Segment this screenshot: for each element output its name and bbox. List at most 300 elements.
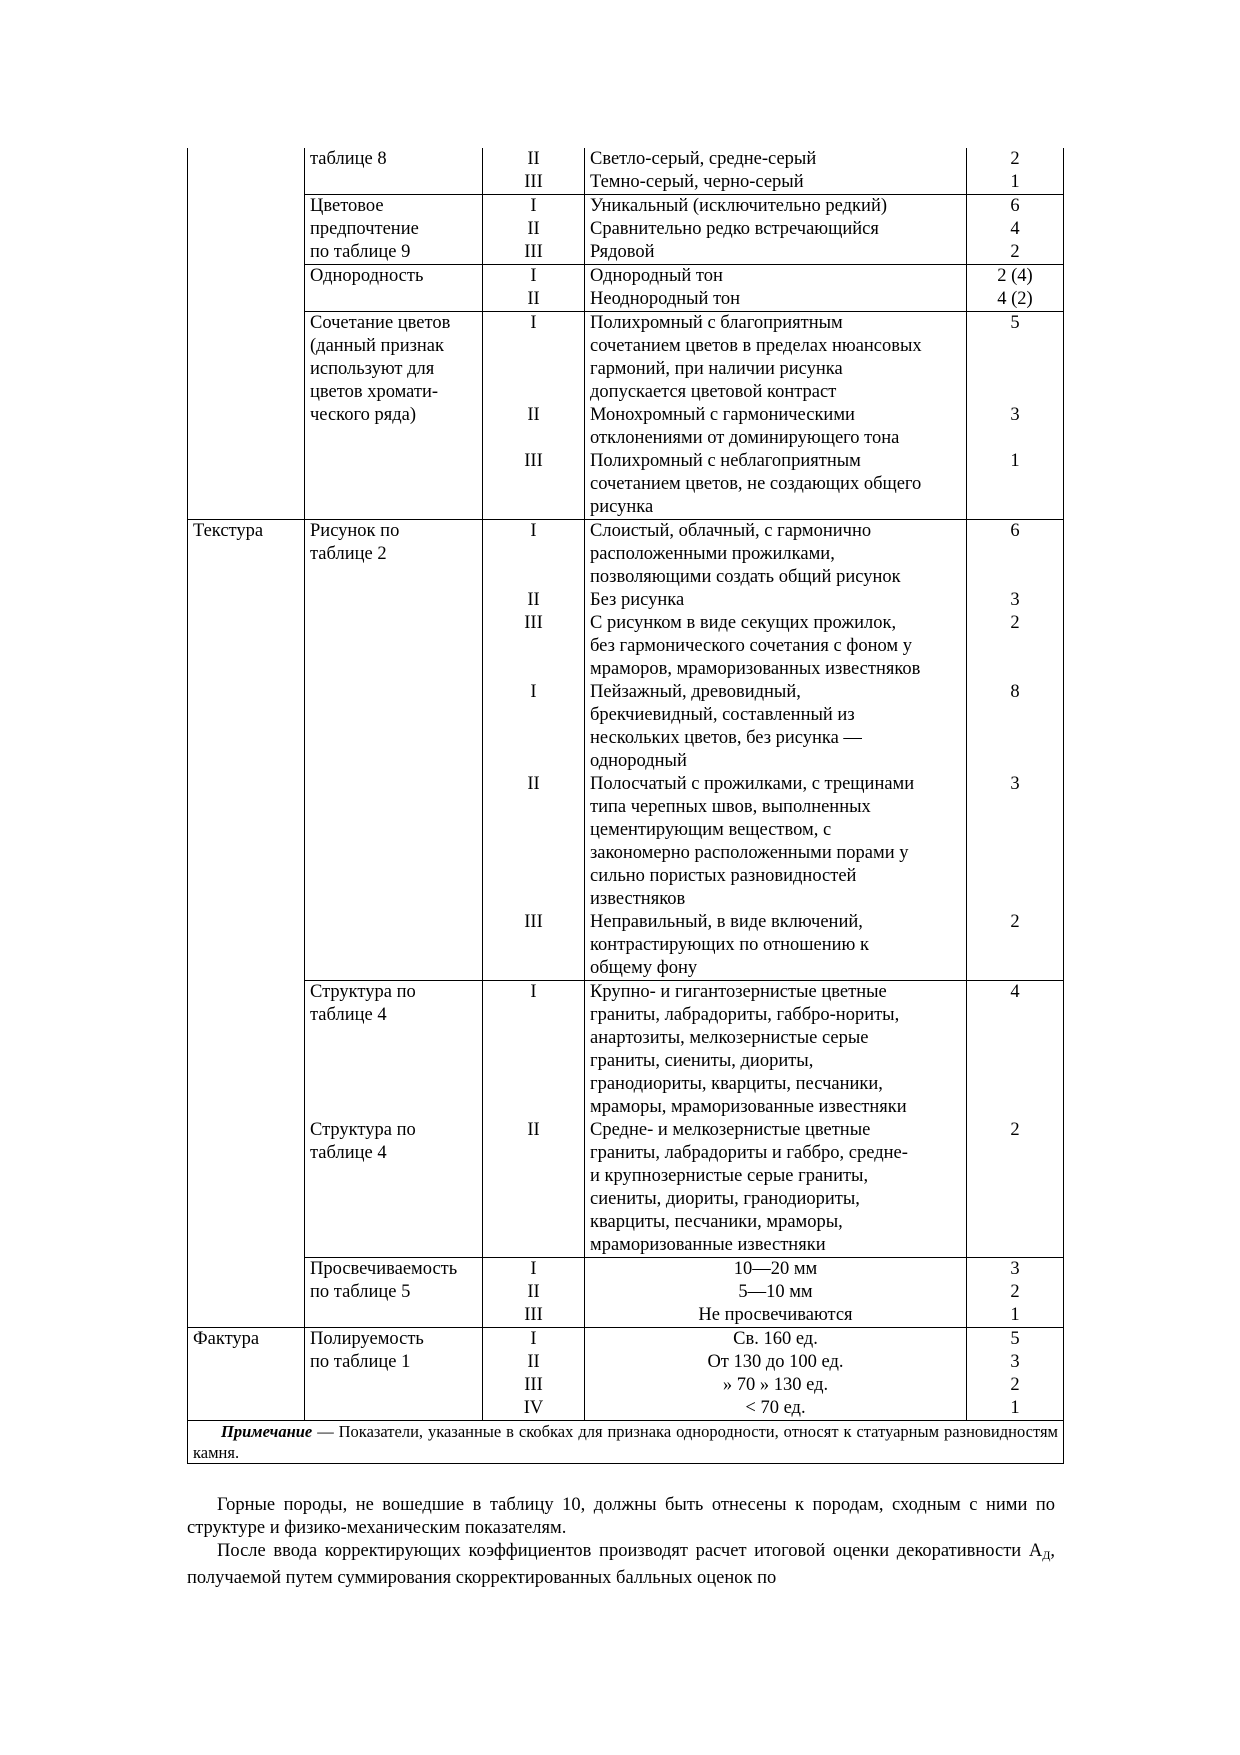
group-cell [188, 1397, 305, 1421]
property-cell [305, 796, 483, 819]
group-cell [188, 796, 305, 819]
group-cell [188, 727, 305, 750]
class-cell: I [483, 195, 585, 219]
table-row [188, 404, 1064, 427]
group-cell [188, 911, 305, 934]
property-cell [305, 1374, 483, 1397]
points-cell: 5 [967, 1328, 1064, 1352]
property-cell: Рисунок по [305, 520, 483, 544]
table-row [188, 450, 1064, 473]
property-cell: Структура по [305, 1119, 483, 1142]
group-cell [188, 1096, 305, 1119]
points-cell [967, 1234, 1064, 1258]
table-row [188, 1073, 1064, 1096]
property-cell [305, 1397, 483, 1421]
class-cell [483, 1096, 585, 1119]
table-row [188, 842, 1064, 865]
description-cell: 10—20 мм [585, 1258, 967, 1282]
points-cell: 4 (2) [967, 288, 1064, 312]
class-cell: I [483, 1328, 585, 1352]
property-cell [305, 473, 483, 496]
group-cell [188, 358, 305, 381]
points-cell [967, 1050, 1064, 1073]
description-cell: сочетанием цветов в пределах нюансовых [585, 335, 967, 358]
description-cell: мраморов, мраморизованных известняков [585, 658, 967, 681]
class-cell [483, 1142, 585, 1165]
group-cell [188, 957, 305, 981]
table-row [188, 1211, 1064, 1234]
group-cell [188, 148, 305, 171]
group-cell [188, 427, 305, 450]
description-cell: однородный [585, 750, 967, 773]
description-cell: граниты, лабрадориты, габбро-нориты, [585, 1004, 967, 1027]
class-cell [483, 1234, 585, 1258]
group-cell [188, 773, 305, 796]
description-cell: Сравнительно редко встречающийся [585, 218, 967, 241]
description-cell: гармоний, при наличии рисунка [585, 358, 967, 381]
property-cell: Просвечиваемость [305, 1258, 483, 1282]
description-cell: сочетанием цветов, не создающих общего [585, 473, 967, 496]
description-cell: брекчиевидный, составленный из [585, 704, 967, 727]
class-cell [483, 1165, 585, 1188]
description-cell: Неоднородный тон [585, 288, 967, 312]
class-cell: I [483, 981, 585, 1005]
description-cell: Полихромный с благоприятным [585, 312, 967, 336]
points-cell [967, 1073, 1064, 1096]
points-cell [967, 473, 1064, 496]
property-cell [305, 842, 483, 865]
class-cell [483, 427, 585, 450]
class-cell [483, 704, 585, 727]
property-cell [305, 1073, 483, 1096]
points-cell [967, 1027, 1064, 1050]
points-cell: 3 [967, 589, 1064, 612]
description-cell: контрастирующих по отношению к [585, 934, 967, 957]
group-cell [188, 888, 305, 911]
class-cell [483, 842, 585, 865]
class-cell: II [483, 1281, 585, 1304]
description-cell: Рядовой [585, 241, 967, 265]
table-row [188, 1328, 1064, 1352]
property-cell [305, 727, 483, 750]
property-cell [305, 865, 483, 888]
group-cell [188, 635, 305, 658]
table-row [188, 773, 1064, 796]
property-cell: Цветовое [305, 195, 483, 219]
group-cell [188, 1027, 305, 1050]
group-cell [188, 288, 305, 312]
property-cell [305, 288, 483, 312]
points-cell: 2 [967, 1119, 1064, 1142]
points-cell [967, 658, 1064, 681]
points-cell: 2 [967, 1281, 1064, 1304]
group-cell [188, 658, 305, 681]
description-cell: нескольких цветов, без рисунка — [585, 727, 967, 750]
points-cell [967, 381, 1064, 404]
property-cell [305, 1304, 483, 1328]
points-cell: 1 [967, 171, 1064, 195]
class-cell: III [483, 1304, 585, 1328]
description-cell: Неправильный, в виде включений, [585, 911, 967, 934]
description-cell: граниты, сиениты, диориты, [585, 1050, 967, 1073]
class-cell: II [483, 589, 585, 612]
points-cell: 1 [967, 450, 1064, 473]
group-cell [188, 704, 305, 727]
table-row [188, 148, 1064, 171]
group-cell [188, 1165, 305, 1188]
points-cell [967, 1004, 1064, 1027]
table-row [188, 427, 1064, 450]
points-cell: 3 [967, 773, 1064, 796]
description-cell: < 70 ед. [585, 1397, 967, 1421]
group-cell [188, 171, 305, 195]
table-row [188, 934, 1064, 957]
description-cell: 5—10 мм [585, 1281, 967, 1304]
points-cell [967, 543, 1064, 566]
table-row [188, 473, 1064, 496]
table-row [188, 1374, 1064, 1397]
property-cell [305, 171, 483, 195]
table-row [188, 381, 1064, 404]
table-row [188, 520, 1064, 544]
points-cell [967, 358, 1064, 381]
points-cell [967, 1165, 1064, 1188]
class-cell: II [483, 404, 585, 427]
group-cell [188, 543, 305, 566]
description-cell: Полихромный с неблагоприятным [585, 450, 967, 473]
description-cell: рисунка [585, 496, 967, 520]
table-row [188, 819, 1064, 842]
class-cell [483, 819, 585, 842]
property-cell [305, 427, 483, 450]
class-cell: I [483, 520, 585, 544]
description-cell: и крупнозернистые серые граниты, [585, 1165, 967, 1188]
points-cell [967, 635, 1064, 658]
property-cell [305, 566, 483, 589]
group-cell [188, 450, 305, 473]
group-cell [188, 819, 305, 842]
points-cell [967, 1096, 1064, 1119]
description-cell: мраморизованные известняки [585, 1234, 967, 1258]
description-cell: » 70 » 130 ед. [585, 1374, 967, 1397]
class-cell [483, 635, 585, 658]
points-cell [967, 934, 1064, 957]
points-cell [967, 496, 1064, 520]
description-cell: Уникальный (исключительно редкий) [585, 195, 967, 219]
property-cell: таблице 2 [305, 543, 483, 566]
table-row [188, 1304, 1064, 1328]
points-cell [967, 727, 1064, 750]
group-cell [188, 1304, 305, 1328]
class-cell [483, 1004, 585, 1027]
points-cell [967, 427, 1064, 450]
points-cell: 1 [967, 1397, 1064, 1421]
class-cell [483, 496, 585, 520]
group-cell [188, 1004, 305, 1027]
class-cell: IV [483, 1397, 585, 1421]
table-row [188, 195, 1064, 219]
group-cell [188, 496, 305, 520]
property-cell [305, 658, 483, 681]
note-text: — Показатели, указанные в скобках для признака однородности, относят к статуарным разновидностям камня. [193, 1422, 1058, 1462]
group-cell: Фактура [188, 1328, 305, 1352]
property-cell [305, 1188, 483, 1211]
class-cell [483, 543, 585, 566]
group-cell [188, 1351, 305, 1374]
table-row [188, 1004, 1064, 1027]
description-cell: граниты, лабрадориты и габбро, средне- [585, 1142, 967, 1165]
group-cell [188, 1142, 305, 1165]
group-cell [188, 195, 305, 219]
group-cell [188, 934, 305, 957]
points-cell [967, 335, 1064, 358]
class-cell: III [483, 171, 585, 195]
group-cell [188, 1374, 305, 1397]
property-cell [305, 589, 483, 612]
points-cell: 2 [967, 911, 1064, 934]
table-row [188, 241, 1064, 265]
class-cell: II [483, 773, 585, 796]
property-cell: по таблице 9 [305, 241, 483, 265]
table-row [188, 171, 1064, 195]
points-cell: 1 [967, 1304, 1064, 1328]
points-cell: 2 [967, 241, 1064, 265]
property-cell: ческого ряда) [305, 404, 483, 427]
group-cell [188, 1234, 305, 1258]
table-row [188, 566, 1064, 589]
property-cell [305, 1165, 483, 1188]
group-cell [188, 1281, 305, 1304]
description-cell: цементирующим веществом, с [585, 819, 967, 842]
class-cell: III [483, 911, 585, 934]
table-row [188, 288, 1064, 312]
table-row [188, 1234, 1064, 1258]
class-cell [483, 934, 585, 957]
group-cell: Текстура [188, 520, 305, 544]
description-cell: позволяющими создать общий рисунок [585, 566, 967, 589]
subscript-d: Д [1042, 1548, 1051, 1562]
class-cell [483, 335, 585, 358]
table-row [188, 865, 1064, 888]
points-cell [967, 796, 1064, 819]
description-cell: От 130 до 100 ед. [585, 1351, 967, 1374]
class-cell [483, 865, 585, 888]
class-cell [483, 1050, 585, 1073]
points-cell [967, 865, 1064, 888]
points-cell: 2 [967, 612, 1064, 635]
note-row [188, 1421, 1064, 1464]
property-cell [305, 934, 483, 957]
table-row [188, 1351, 1064, 1374]
description-cell: мраморы, мраморизованные известняки [585, 1096, 967, 1119]
property-cell [305, 704, 483, 727]
table-note [188, 1421, 1064, 1464]
points-cell [967, 566, 1064, 589]
points-cell: 3 [967, 1258, 1064, 1282]
table-row [188, 1119, 1064, 1142]
description-cell: Однородный тон [585, 265, 967, 289]
property-cell [305, 819, 483, 842]
description-cell: известняков [585, 888, 967, 911]
note-label: Примечание [221, 1422, 313, 1441]
points-cell [967, 1211, 1064, 1234]
group-cell [188, 1258, 305, 1282]
table-row [188, 658, 1064, 681]
description-cell: кварциты, песчаники, мраморы, [585, 1211, 967, 1234]
points-cell: 2 [967, 1374, 1064, 1397]
table-row [188, 1397, 1064, 1421]
table-row [188, 750, 1064, 773]
group-cell [188, 566, 305, 589]
points-cell: 8 [967, 681, 1064, 704]
table-row [188, 911, 1064, 934]
table-row [188, 981, 1064, 1005]
class-cell: I [483, 265, 585, 289]
points-cell [967, 842, 1064, 865]
table-row [188, 335, 1064, 358]
property-cell: Полируемость [305, 1328, 483, 1352]
table-row [188, 704, 1064, 727]
property-cell: Структура по [305, 981, 483, 1005]
class-cell [483, 1211, 585, 1234]
description-cell: Средне- и мелкозернистые цветные [585, 1119, 967, 1142]
paragraph-text: После ввода корректирующих коэффициентов производят расчет итоговой оценки декоративности А [217, 1541, 1043, 1561]
group-cell [188, 312, 305, 336]
property-cell [305, 1050, 483, 1073]
group-cell [188, 842, 305, 865]
property-cell: Однородность [305, 265, 483, 289]
class-cell [483, 888, 585, 911]
description-cell: гранодиориты, кварциты, песчаники, [585, 1073, 967, 1096]
points-cell: 3 [967, 404, 1064, 427]
table-row [188, 727, 1064, 750]
description-cell: Темно-серый, черно-серый [585, 171, 967, 195]
property-cell [305, 496, 483, 520]
property-cell [305, 957, 483, 981]
table-row [188, 635, 1064, 658]
description-cell: общему фону [585, 957, 967, 981]
table-row [188, 218, 1064, 241]
table-row [188, 1027, 1064, 1050]
points-cell [967, 750, 1064, 773]
description-cell: С рисунком в виде секущих прожилок, [585, 612, 967, 635]
description-cell: без гармонического сочетания с фоном у [585, 635, 967, 658]
class-cell: III [483, 450, 585, 473]
description-cell: отклонениями от доминирующего тона [585, 427, 967, 450]
description-cell: Св. 160 ед. [585, 1328, 967, 1352]
group-cell [188, 404, 305, 427]
table-row [188, 312, 1064, 336]
description-cell: типа черепных швов, выполненных [585, 796, 967, 819]
group-cell [188, 589, 305, 612]
description-cell: Полосчатый с прожилками, с трещинами [585, 773, 967, 796]
group-cell [188, 241, 305, 265]
class-cell: III [483, 612, 585, 635]
points-cell: 2 (4) [967, 265, 1064, 289]
description-cell: Светло-серый, средне-серый [585, 148, 967, 171]
class-cell [483, 658, 585, 681]
group-cell [188, 1050, 305, 1073]
decorativeness-table [187, 148, 1064, 1464]
description-cell: закономерно расположенными порами у [585, 842, 967, 865]
class-cell [483, 750, 585, 773]
property-cell: таблице 8 [305, 148, 483, 171]
group-cell [188, 335, 305, 358]
table-row [188, 1096, 1064, 1119]
table-row [188, 1142, 1064, 1165]
property-cell: Сочетание цветов [305, 312, 483, 336]
table-row [188, 265, 1064, 289]
paragraph-final-score [187, 1540, 1055, 1589]
property-cell [305, 612, 483, 635]
class-cell: II [483, 1351, 585, 1374]
points-cell [967, 888, 1064, 911]
property-cell [305, 888, 483, 911]
description-cell: сиениты, диориты, гранодиориты, [585, 1188, 967, 1211]
property-cell: таблице 4 [305, 1142, 483, 1165]
table-row [188, 888, 1064, 911]
table-row [188, 1050, 1064, 1073]
group-cell [188, 681, 305, 704]
points-cell [967, 819, 1064, 842]
points-cell: 6 [967, 195, 1064, 219]
property-cell [305, 911, 483, 934]
description-cell: Слоистый, облачный, с гармонично [585, 520, 967, 544]
description-cell: сильно пористых разновидностей [585, 865, 967, 888]
property-cell [305, 450, 483, 473]
class-cell: I [483, 312, 585, 336]
points-cell [967, 1142, 1064, 1165]
property-cell [305, 1096, 483, 1119]
class-cell [483, 1073, 585, 1096]
points-cell: 2 [967, 148, 1064, 171]
points-cell [967, 704, 1064, 727]
group-cell [188, 865, 305, 888]
property-cell: цветов хромати- [305, 381, 483, 404]
table-row [188, 681, 1064, 704]
class-cell: III [483, 1374, 585, 1397]
class-cell: II [483, 218, 585, 241]
group-cell [188, 265, 305, 289]
group-cell [188, 1073, 305, 1096]
table-row [188, 1165, 1064, 1188]
class-cell [483, 727, 585, 750]
description-cell: Монохромный с гармоническими [585, 404, 967, 427]
paragraph-rocks-not-in-table: Горные породы, не вошедшие в таблицу 10, должны быть отнесены к породам, сходным с ними по структуре и физико-механическим показателям. [187, 1495, 1055, 1538]
paragraph-text-continued: , получаемой путем суммирования скорректированных балльных оценок по [187, 1541, 1055, 1588]
property-cell: предпочтение [305, 218, 483, 241]
class-cell: I [483, 681, 585, 704]
group-cell [188, 1188, 305, 1211]
group-cell [188, 473, 305, 496]
table-row [188, 796, 1064, 819]
table-row [188, 1188, 1064, 1211]
description-cell: Без рисунка [585, 589, 967, 612]
points-cell: 4 [967, 981, 1064, 1005]
description-cell: расположенными прожилками, [585, 543, 967, 566]
points-cell: 5 [967, 312, 1064, 336]
table-row [188, 957, 1064, 981]
group-cell [188, 381, 305, 404]
property-cell [305, 635, 483, 658]
table-row [188, 358, 1064, 381]
description-cell: Крупно- и гигантозернистые цветные [585, 981, 967, 1005]
points-cell: 4 [967, 218, 1064, 241]
description-cell: Не просвечиваются [585, 1304, 967, 1328]
property-cell [305, 750, 483, 773]
property-cell: (данный признак [305, 335, 483, 358]
property-cell: таблице 4 [305, 1004, 483, 1027]
